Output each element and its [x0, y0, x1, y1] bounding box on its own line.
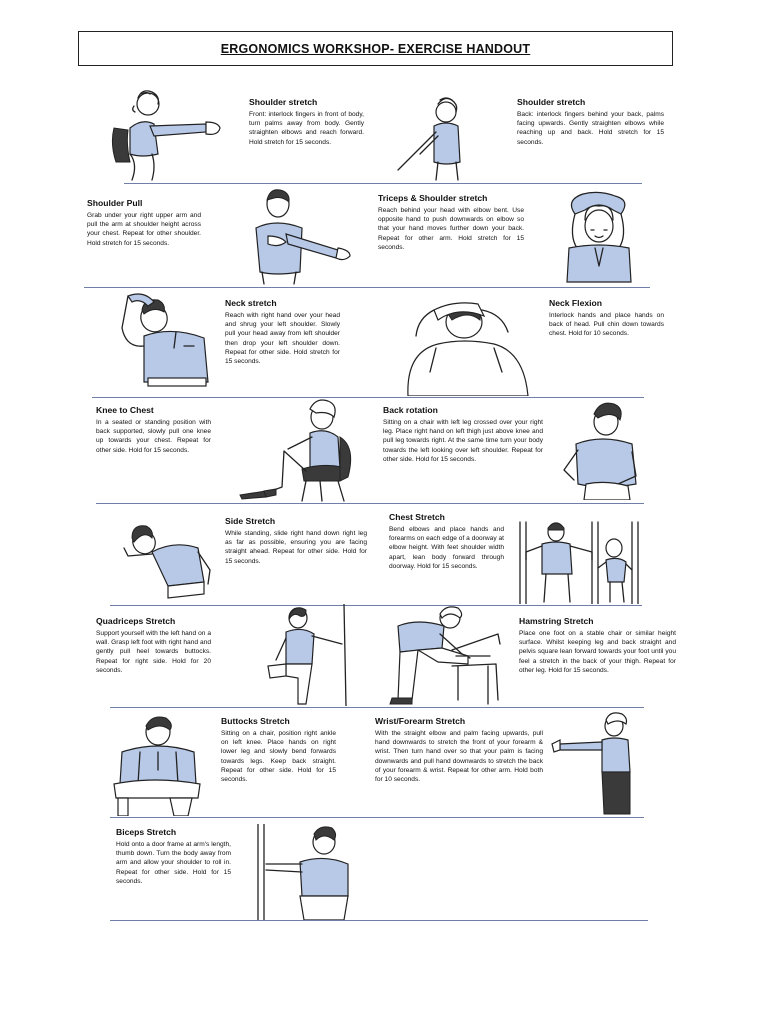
exercise-instructions: While standing, slide right hand down right leg as far as possible, ensuring you are facing straight ahead. Repeat for other side. Hold for 15 seconds. — [225, 530, 367, 565]
exercise-title: Side Stretch — [225, 516, 276, 526]
divider — [92, 397, 644, 398]
exercise-title: Shoulder stretch — [249, 97, 318, 107]
exercise-triceps-shoulder-stretch — [378, 193, 524, 252]
exercise-biceps-stretch — [116, 827, 231, 886]
chest-stretch-illustration — [514, 520, 642, 604]
exercise-instructions: Reach with right hand over your head and shrug your left shoulder. Slowly pull your head away from left shoulder then drop your left shoulder down. Repeat for other side. Hold stretch for 15 seconds. — [225, 312, 340, 366]
knee-to-chest-illustration — [236, 397, 356, 503]
page-title: ERGONOMICS WORKSHOP- EXERCISE HANDOUT — [220, 41, 531, 56]
divider — [110, 707, 644, 708]
exercise-instructions: In a seated or standing position with back supported, slowly pull one knee up towards your chest. Repeat for other side. Hold for 15 seconds. — [96, 419, 211, 454]
exercise-instructions: Interlock hands and place hands on back of head. Pull chin down towards chest. Hold for 10 seconds. — [549, 312, 664, 338]
neck-stretch-illustration — [114, 288, 218, 392]
exercise-title: Knee to Chest — [96, 405, 154, 415]
exercise-instructions: Reach behind your head with elbow bent. Use opposite hand to push downwards on elbow so that your hand moves further down your back. Repeat for other arm. Hold stretch for 15 seconds. — [378, 207, 524, 251]
exercise-instructions: Hold onto a door frame at arm's length, thumb down. Turn the body away from arm and allow your shoulder to roll in. Repeat for other side. Hold for 15 seconds. — [116, 841, 231, 885]
biceps-stretch-illustration — [244, 824, 364, 920]
exercise-title: Quadriceps Stretch — [96, 616, 176, 626]
shoulder-stretch-back-illustration — [392, 92, 482, 182]
quadriceps-stretch-illustration — [256, 604, 356, 706]
exercise-instructions: Front: interlock fingers in front of body, turn palms away from body. Gently straighten elbows and reach forward. Hold stretch for 15 seconds. — [249, 111, 364, 146]
back-rotation-illustration — [556, 400, 644, 500]
divider — [96, 503, 644, 504]
triceps-stretch-illustration — [555, 186, 645, 286]
exercise-instructions: Sitting on a chair, position right ankle on left knee. Place hands on right lower leg and slowly bend forwards towards legs. Keep back straight. Repeat for other side. Hold for 15 seconds. — [221, 730, 336, 784]
divider — [110, 920, 648, 921]
exercise-instructions: Support yourself with the left hand on a wall. Grasp left foot with right hand and gently pull heel towards buttocks. Repeat for right side. Hold for 20 seconds. — [96, 630, 211, 674]
exercise-wrist-forearm-stretch — [375, 716, 543, 784]
exercise-instructions: Sitting on a chair with left leg crossed over your right leg. Place right hand on left thigh just above knee and pull leg towards right. At the same time turn your body towards the left looking over left shoulder. Repeat for other side. Hold for 15 seconds. — [383, 419, 543, 463]
exercise-shoulder-stretch-front — [249, 97, 364, 147]
exercise-title: Buttocks Stretch — [221, 716, 290, 726]
exercise-side-stretch — [225, 516, 367, 566]
buttocks-stretch-illustration — [104, 712, 214, 816]
side-stretch-illustration — [118, 512, 218, 604]
exercise-instructions: Grab under your right upper arm and pull the arm at shoulder height across your chest. Repeat for other shoulder. Hold stretch for 15 seconds. — [87, 212, 201, 247]
exercise-title: Chest Stretch — [389, 512, 445, 522]
exercise-neck-stretch — [225, 298, 340, 366]
exercise-shoulder-stretch-back — [517, 97, 664, 147]
wrist-forearm-stretch-illustration — [550, 710, 644, 818]
exercise-buttocks-stretch — [221, 716, 336, 784]
exercise-title: Shoulder Pull — [87, 198, 143, 208]
neck-flexion-illustration — [398, 292, 536, 396]
exercise-instructions: Place one foot on a stable chair or similar height surface. Whilst keeping leg and back straight and pelvis square lean forward towards your foot until you feel a stretch in the back of your thigh. Repeat for other leg. Hold for 15 seconds. — [519, 630, 676, 674]
exercise-chest-stretch — [389, 512, 504, 571]
exercise-title: Hamstring Stretch — [519, 616, 594, 626]
exercise-title: Triceps & Shoulder stretch — [378, 193, 488, 203]
exercise-title: Shoulder stretch — [517, 97, 586, 107]
exercise-quadriceps-stretch — [96, 616, 211, 675]
handout-title-box — [78, 31, 673, 66]
shoulder-stretch-front-illustration — [108, 84, 238, 184]
exercise-title: Neck Flexion — [549, 298, 603, 308]
exercise-shoulder-pull — [87, 198, 201, 248]
exercise-title: Biceps Stretch — [116, 827, 177, 837]
exercise-back-rotation — [383, 405, 543, 464]
exercise-title: Neck stretch — [225, 298, 277, 308]
exercise-title: Wrist/Forearm Stretch — [375, 716, 466, 726]
exercise-instructions: With the straight elbow and palm facing upwards, pull hand downwards to stretch the front of your forearm & wrist. Then turn hand over so that your palm is facing downwards and pull hand downwards to stretch the back of your forearm & wrist. Repeat for other arm. Hold both for 10 seconds. — [375, 730, 543, 784]
exercise-title: Back rotation — [383, 405, 438, 415]
exercise-hamstring-stretch — [519, 616, 676, 675]
exercise-neck-flexion — [549, 298, 664, 339]
exercise-instructions: Bend elbows and place hands and forearms on each edge of a doorway at elbow height. With feet shoulder width apart, lean body forward through doorway. Hold for 15 seconds. — [389, 526, 504, 570]
hamstring-stretch-illustration — [378, 604, 502, 706]
exercise-knee-to-chest — [96, 405, 211, 455]
divider — [110, 605, 642, 606]
exercise-instructions: Back: interlock fingers behind your back, palms facing upwards. Gently straighten elbows while reaching up and back. Hold stretch for 15 seconds. — [517, 111, 664, 146]
shoulder-pull-illustration — [246, 186, 356, 286]
